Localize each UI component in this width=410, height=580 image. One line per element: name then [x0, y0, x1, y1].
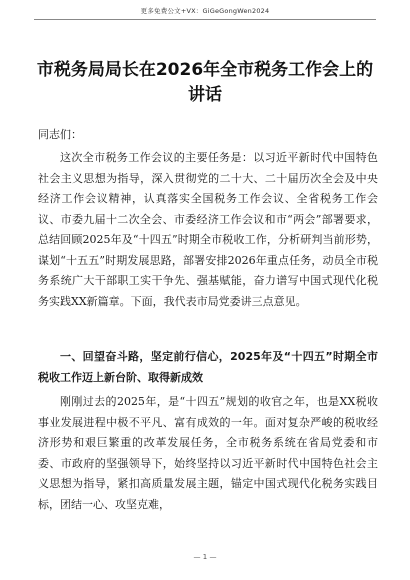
header-divider [34, 19, 376, 20]
salutation: 同志们： [38, 128, 82, 141]
body-paragraph-section-1: 刚刚过去的2025年，是“十四五”规划的收官之年，也是XX税收事业发展进程中极不平凡、富有成效的一年。面对复杂严峻的税收经济形势和艰巨繁重的改革发展任务，全市税务系统在省局党委和市委、市政府的坚强领导下，始终坚持以习近平新时代中国特色社会主义思想为指导，紧扣高质量发展主题，锚定中国式现代化税务实践目标，团结一心、攻坚克难， [38, 395, 378, 511]
document-title: 市税务局局长在2026年全市税务工作会上的讲话 [36, 60, 374, 105]
page-number: — 1 — [193, 553, 217, 561]
section-heading-1: 一、回望奋斗路，坚定前行信心，2025年及“十四五”时期全市税收工作迈上新台阶、取得新成效 [38, 350, 378, 384]
header-note: 更多免费公文+VX：GiGeGongWen2024 [140, 7, 270, 15]
body-paragraph-intro: 这次全市税务工作会议的主要任务是：以习近平新时代中国特色社会主义思想为指导，深入贯彻党的二十大、二十届历次全会及中央经济工作会议精神，认真落实全国税务工作会议、全省税务工作会议、市委九届十二次全会、市委经济工作会议和市“两会”部署要求，总结回顾2025年及“十四五”时期全市税收工作，分析研判当前形势，谋划“十五五”时期发展思路，部署安排2026年重点任务，动员全市税务系统广大干部职工实干争先、强基赋能，奋力谱写中国式现代化税务实践XX新篇章。下面，我代表市局党委讲三点意见。 [38, 151, 378, 308]
